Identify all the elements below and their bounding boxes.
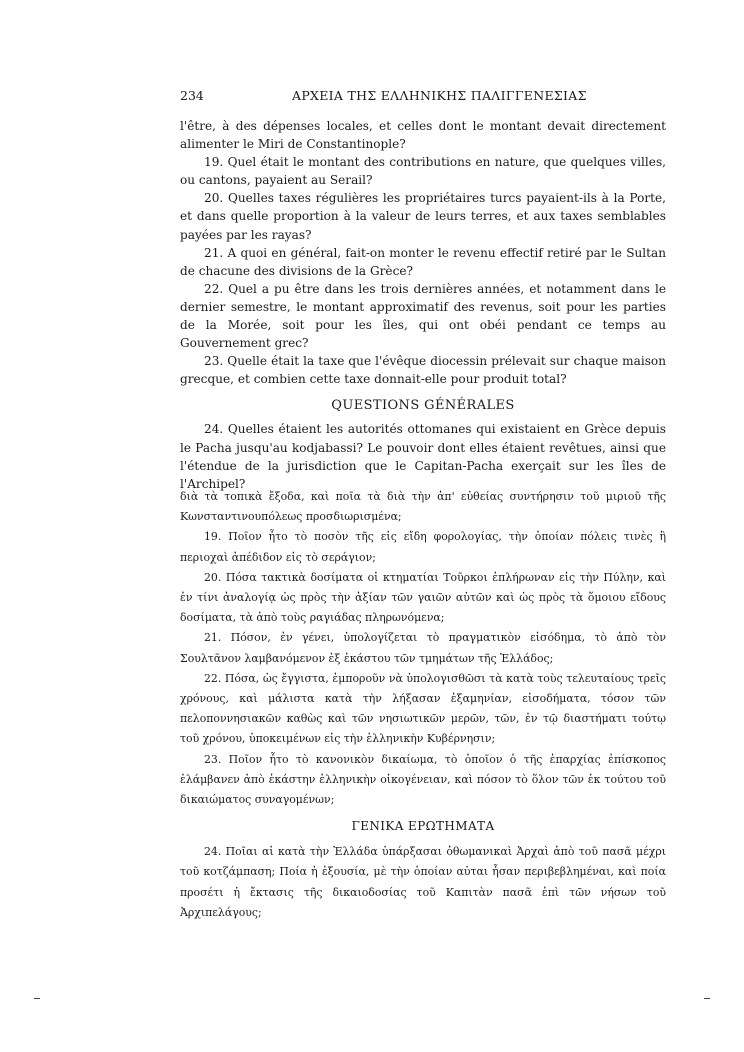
margin-tick [704, 998, 710, 999]
greek-paragraphs [180, 487, 666, 810]
greek-section-heading: ΓΕΝΙΚΑ ΕΡΩΤΗΜΑΤΑ [351, 819, 495, 834]
paragraph: 24. Ποῖαι αἱ κατὰ τὴν Ἑλλάδα ὑπάρξασαι ὀθωμανικαὶ Ἀρχαὶ ἀπὸ τοῦ πασᾶ μέχρι τοῦ κοτζάμπαση; Ποία ἡ ἐξουσία, μὲ τὴν ὁποίαν αὐται ἦσαν περιβεβλημέναι, καὶ ποία προσέτι ἡ ἔκτασις τῆς δικαιοδοσίας τοῦ Καπιτὰν πασᾶ ἐπὶ τῶν νήσων τοῦ Ἀρχιπελάγους; [180, 845, 666, 919]
paragraph: 19. Ποῖον ἦτο τὸ ποσὸν τῆς εἰς εἴδη φορολογίας, τὴν ὁποίαν πόλεις τινὲς ἢ περιοχαὶ ἀπέδιδον εἰς τὸ σεράγιον; [180, 530, 666, 564]
paragraph: 23. Quelle était la taxe que l'évêque diocessin prélevait sur chaque maison grecque, et combien cette taxe donnait-elle pour produit total? [180, 354, 666, 387]
paragraph: 20. Quelles taxes régulières les propriétaires turcs payaient-ils à la Porte, et dans quelle proportion à la valeur de leurs terres, et aux taxes semblables payées par les rayas? [180, 191, 666, 242]
paragraph: 22. Quel a pu être dans les trois dernières années, et notamment dans le dernier semestre, le montant approximatif des revenus, soit pour les parties de la Morée, soit pour les îles, qui ont obéi pendant ce temps au Gouvernement grec? [180, 281, 666, 351]
french-section-heading: QUESTIONS GÉNÉRALES [331, 398, 515, 414]
french-section-paragraphs [180, 420, 666, 492]
greek-text-block [180, 487, 666, 923]
page-header [180, 88, 666, 106]
paragraph: 24. Quelles étaient les autorités ottomanes qui existaient en Grèce depuis le Pacha jusqu'au kodjabassi? Le pouvoir dont elles étaient revêtues, ainsi que l'étendue de la jurisdiction que le Capitan-Pacha exerçait sur les îles de l'Archipel? [180, 422, 666, 491]
paragraph: 21. Πόσον, ἐν γένει, ὑπολογίζεται τὸ πραγματικὸν εἰσόδημα, τὸ ἀπὸ τὸν Σουλτᾶνον λαμβανόμενον ἐξ ἑκάστου τῶν τμημάτων τῆς Ἑλλάδος; [180, 631, 666, 665]
paragraph: 22. Πόσα, ὡς ἔγγιστα, ἐμποροῦν νὰ ὑπολογισθῶσι τὰ κατὰ τοὺς τελευταίους τρεῖς χρόνους, καὶ μάλιστα κατὰ τὴν λήξασαν ἑξαμηνίαν, εἰσοδήματα, τόσον τῶν πελοποννησιακῶν καθὼς καὶ τῶν νησιωτικῶν μερῶν, τῶν, ἐν τῷ διαστήματι τούτῳ τοῦ χρόνου, ὑποκειμένων εἰς τὴν ἑλληνικὴν Κυβέρνησιν; [180, 671, 666, 746]
french-paragraphs [180, 117, 666, 388]
paragraph: διὰ τὰ τοπικὰ ἔξοδα, καὶ ποῖα τὰ διὰ τὴν ἀπ' εὐθείας συντήρησιν τοῦ μιριοῦ τῆς Κωνσταντινουπόλεως προσδιωρισμένα; [180, 490, 666, 524]
page-number: 234 [180, 88, 204, 103]
greek-section-paragraphs [180, 842, 666, 923]
paragraph: 21. A quoi en général, fait-on monter le revenu effectif retiré par le Sultan de chacune des divisions de la Grèce? [180, 245, 666, 278]
paragraph: 23. Ποῖον ἦτο τὸ κανονικὸν δικαίωμα, τὸ ὁποῖον ὁ τῆς ἐπαρχίας ἐπίσκοπος ἐλάμβανεν ἀπὸ ἑκάστην ἑλληνικὴν οἰκογένειαν, καὶ πόσον τὸ ὅλον τῶν ἐκ τούτου τοῦ δικαιώματος συναγομένων; [180, 752, 666, 807]
running-title: ΑΡΧΕΙΑ ΤΗΣ ΕΛΛΗΝΙΚΗΣ ΠΑΛΙΓΓΕΝΕΣΙΑΣ [292, 88, 587, 103]
paragraph: 20. Πόσα τακτικὰ δοσίματα οἱ κτηματίαι Τοῦρκοι ἐπλήρωναν εἰς τὴν Πύλην, καὶ ἐν τίνι ἀναλογίᾳ ὡς πρὸς τὴν ἀξίαν τῶν γαιῶν αὐτῶν καὶ ὡς πρὸς τὰ ὅμοιου εἴδους δοσίματα, τὰ ἀπὸ τοὺς ραγιάδας πληρωνόμενα; [180, 570, 666, 625]
margin-tick [34, 998, 40, 999]
paragraph: l'être, à des dépenses locales, et celles dont le montant devait directement alimenter le Miri de Constantinople? [180, 119, 666, 152]
french-text-block [180, 117, 666, 493]
paragraph: 19. Quel était le montant des contributions en nature, que quelques villes, ou cantons, payaient au Serail? [180, 155, 666, 188]
